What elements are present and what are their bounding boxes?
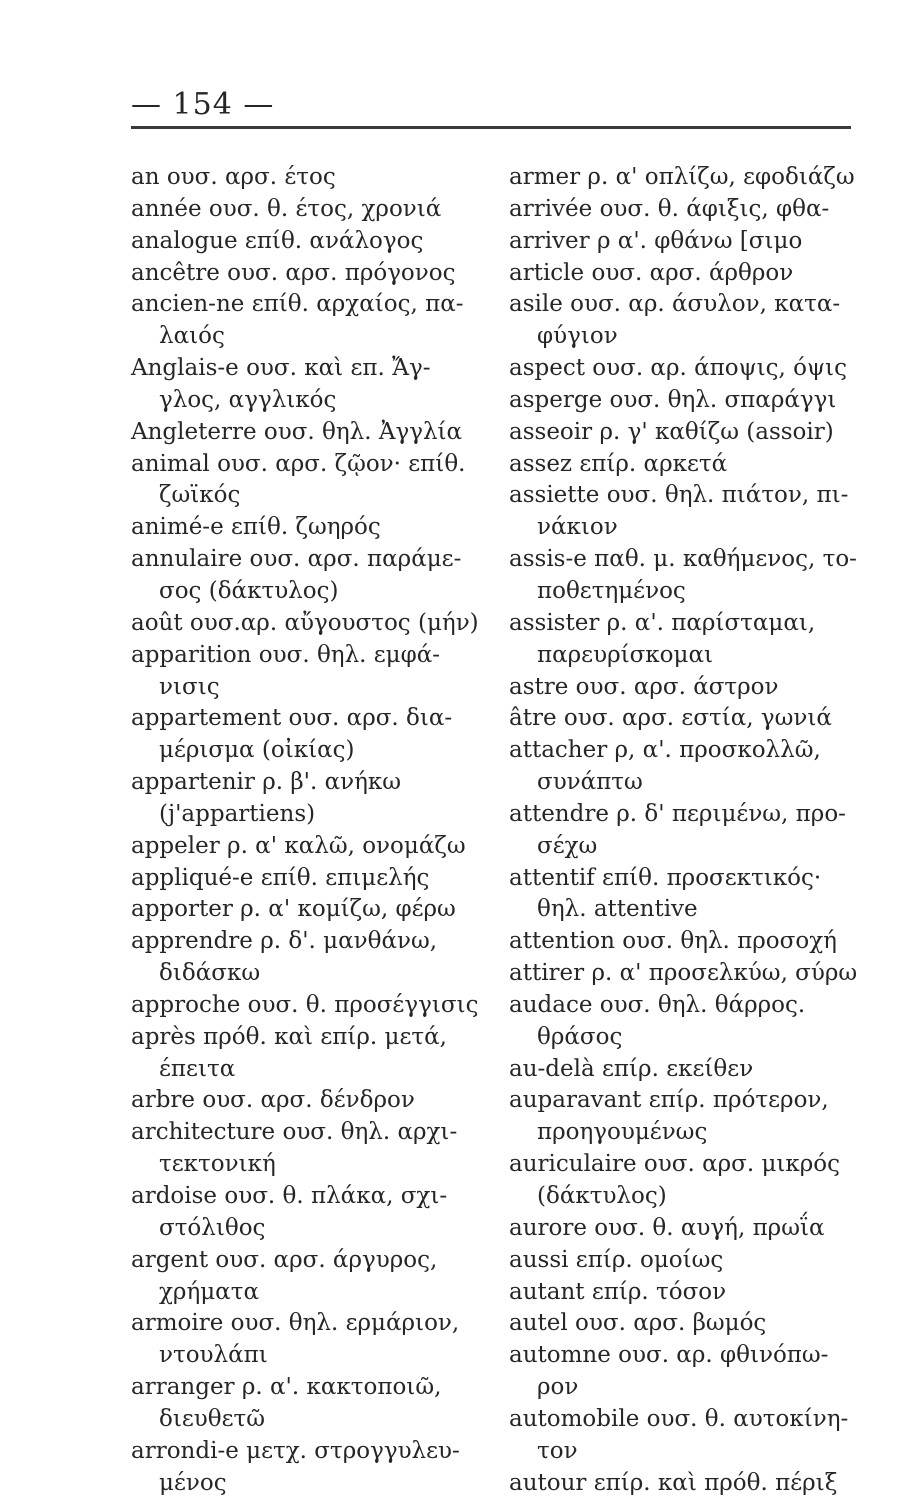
header-rule xyxy=(131,126,851,129)
dictionary-entry-line: autel ουσ. αρσ. βωμός xyxy=(509,1310,767,1337)
entry-continuation-line: ρον xyxy=(537,1374,579,1401)
entry-continuation-line: γλος, αγγλικός xyxy=(159,386,337,413)
dictionary-entry-line: asperge ουσ. θηλ. σπαράγγι xyxy=(509,386,837,413)
dictionary-entry-line: automne ουσ. αρ. φθινόπω- xyxy=(509,1342,829,1369)
dictionary-entry-line: architecture ουσ. θηλ. αρχι- xyxy=(131,1119,458,1146)
entry-continuation-line: διευθετῶ xyxy=(159,1405,266,1432)
entry-continuation-line: παρευρίσκομαι xyxy=(537,641,714,668)
dictionary-entry-line: aussi επίρ. ομοίως xyxy=(509,1246,724,1273)
left-column xyxy=(131,162,491,1499)
dictionary-entry-line: attacher ρ, α'. προσκολλῶ, xyxy=(509,737,821,764)
dictionary-entry-line: après πρόθ. καὶ επίρ. μετά, xyxy=(131,1023,447,1050)
dictionary-entry-line: appliqué-e επίθ. επιμελής xyxy=(131,864,430,891)
dictionary-entry-line: arrivée ουσ. θ. άφιξις, φθα- xyxy=(509,195,830,222)
dictionary-entry-line: apporter ρ. α' κομίζω, φέρω xyxy=(131,896,456,923)
entry-continuation-line: θράσος xyxy=(537,1023,623,1050)
dictionary-entry-line: assez επίρ. αρκετά xyxy=(509,450,728,477)
entry-continuation-line: συνάπτω xyxy=(537,769,643,796)
dictionary-entry-line: Anglais-e ουσ. καὶ επ. Ἄγ- xyxy=(131,355,431,382)
dictionary-entry-line: au-delà επίρ. εκείθεν xyxy=(509,1055,754,1082)
entry-continuation-line: τεκτονική xyxy=(159,1151,276,1178)
right-column xyxy=(509,162,858,1499)
entry-continuation-line: στόλιθος xyxy=(159,1214,266,1241)
entry-continuation-line: λαιός xyxy=(159,323,225,350)
dictionary-entry-line: appartenir ρ. β'. ανήκω xyxy=(131,769,402,796)
dictionary-entry-line: arriver ρ α'. φθάνω [σιμο xyxy=(509,227,803,254)
dictionary-entry-line: aurore ουσ. θ. αυγή, πρωΐα xyxy=(509,1214,825,1241)
dictionary-entry-line: animé-e επίθ. ζωηρός xyxy=(131,514,381,541)
entry-continuation-line: ποθετημένος xyxy=(537,577,686,604)
dictionary-entry-line: audace ουσ. θηλ. θάρρος. xyxy=(509,991,806,1018)
entry-continuation-line: νάκιον xyxy=(537,514,618,541)
dictionary-entry-line: arranger ρ. α'. κακτοποιῶ, xyxy=(131,1374,442,1401)
dictionary-entry-line: auparavant επίρ. πρότερον, xyxy=(509,1087,829,1114)
dictionary-entry-line: armoire ουσ. θηλ. ερμάριον, xyxy=(131,1310,460,1337)
entry-continuation-line: τον xyxy=(537,1437,578,1464)
dictionary-entry-line: août ουσ.αρ. αὔγουστος (μήν) xyxy=(131,609,479,636)
dictionary-entry-line: animal ουσ. αρσ. ζῷον· επίθ. xyxy=(131,450,466,477)
dictionary-entry-line: autour επίρ. καὶ πρόθ. πέριξ xyxy=(509,1469,838,1496)
entry-continuation-line: έπειτα xyxy=(159,1055,236,1082)
dictionary-entry-line: article ουσ. αρσ. άρθρον xyxy=(509,259,794,286)
dictionary-entry-line: ancêtre ουσ. αρσ. πρόγονος xyxy=(131,259,456,286)
entry-continuation-line: μέρισμα (οἰκίας) xyxy=(159,737,355,764)
dictionary-entry-line: analogue επίθ. ανάλογος xyxy=(131,227,424,254)
dictionary-entry-line: astre ουσ. αρσ. άστρον xyxy=(509,673,779,700)
entry-continuation-line: ντουλάπι xyxy=(159,1342,268,1369)
dictionary-entry-line: année ουσ. θ. έτος, χρονιά xyxy=(131,195,442,222)
dictionary-entry-line: assister ρ. α'. παρίσταμαι, xyxy=(509,609,816,636)
dictionary-entry-line: attentif επίθ. προσεκτικός· xyxy=(509,864,822,891)
dictionary-entry-line: arbre ουσ. αρσ. δένδρον xyxy=(131,1087,415,1114)
dictionary-entry-line: appeler ρ. α' καλῶ, ονομάζω xyxy=(131,832,466,859)
dictionary-entry-line: attention ουσ. θηλ. προσοχή xyxy=(509,928,837,955)
entry-continuation-line: (δάκτυλος) xyxy=(537,1183,667,1209)
dictionary-entry-line: asseoir ρ. γ' καθίζω (assoir) xyxy=(509,418,834,445)
dictionary-entry-line: arrondi-e μετχ. στρογγυλευ- xyxy=(131,1437,460,1464)
dictionary-entry-line: an ουσ. αρσ. έτος xyxy=(131,164,336,190)
dictionary-entry-line: annulaire ουσ. αρσ. παράμε- xyxy=(131,546,462,573)
entry-continuation-line: διδάσκω xyxy=(159,960,261,987)
page-header xyxy=(131,82,851,132)
entry-continuation-line: φύγιον xyxy=(537,323,618,350)
entry-continuation-line: μένος xyxy=(159,1469,227,1496)
dictionary-entry-line: appartement ουσ. αρσ. δια- xyxy=(131,705,453,732)
entry-continuation-line: προηγουμένως xyxy=(537,1119,708,1146)
dictionary-entry-line: argent ουσ. αρσ. άργυρος, xyxy=(131,1246,438,1273)
dictionary-entry-line: asile ουσ. αρ. άσυλον, κατα- xyxy=(509,291,841,318)
dictionary-entry-line: ardoise ουσ. θ. πλάκα, σχι- xyxy=(131,1183,448,1209)
dictionary-entry-line: armer ρ. α' οπλίζω, εφοδιάζω xyxy=(509,164,855,190)
entry-continuation-line: χρήματα xyxy=(159,1278,259,1305)
dictionary-entry-line: Angleterre ουσ. θηλ. Ἀγγλία xyxy=(131,418,463,445)
dictionary-entry-line: auriculaire ουσ. αρσ. μικρός xyxy=(509,1151,841,1178)
page-number: — 154 — xyxy=(131,87,275,122)
dictionary-entry-line: apparition ουσ. θηλ. εμφά- xyxy=(131,641,441,668)
dictionary-entry-line: aspect ουσ. αρ. άποψις, όψις xyxy=(509,355,847,382)
dictionary-entry-line: ancien-ne επίθ. αρχαίος, πα- xyxy=(131,291,464,318)
dictionary-entry-line: assis-e παθ. μ. καθήμενος, το- xyxy=(509,546,857,573)
dictionary-entry-line: approche ουσ. θ. προσέγγισις xyxy=(131,991,479,1018)
entry-continuation-line: σέχω xyxy=(537,832,598,859)
entry-continuation-line: θηλ. attentive xyxy=(537,896,698,923)
entry-continuation-line: ζωϊκός xyxy=(159,482,241,509)
dictionary-entry-line: âtre ουσ. αρσ. εστία, γωνιά xyxy=(509,705,832,732)
entry-continuation-line: σος (δάκτυλος) xyxy=(159,577,339,604)
dictionary-entry-line: assiette ουσ. θηλ. πιάτον, πι- xyxy=(509,482,849,509)
entry-continuation-line: νισις xyxy=(159,673,220,700)
dictionary-entry-line: automobile ουσ. θ. αυτοκίνη- xyxy=(509,1405,849,1432)
dictionary-entry-line: attendre ρ. δ' περιμένω, προ- xyxy=(509,800,846,827)
dictionary-entry-line: apprendre ρ. δ'. μανθάνω, xyxy=(131,928,438,955)
dictionary-entry-line: autant επίρ. τόσον xyxy=(509,1278,727,1305)
entry-continuation-line: (j'appartiens) xyxy=(159,800,316,827)
dictionary-entry-line: attirer ρ. α' προσελκύω, σύρω xyxy=(509,960,858,987)
